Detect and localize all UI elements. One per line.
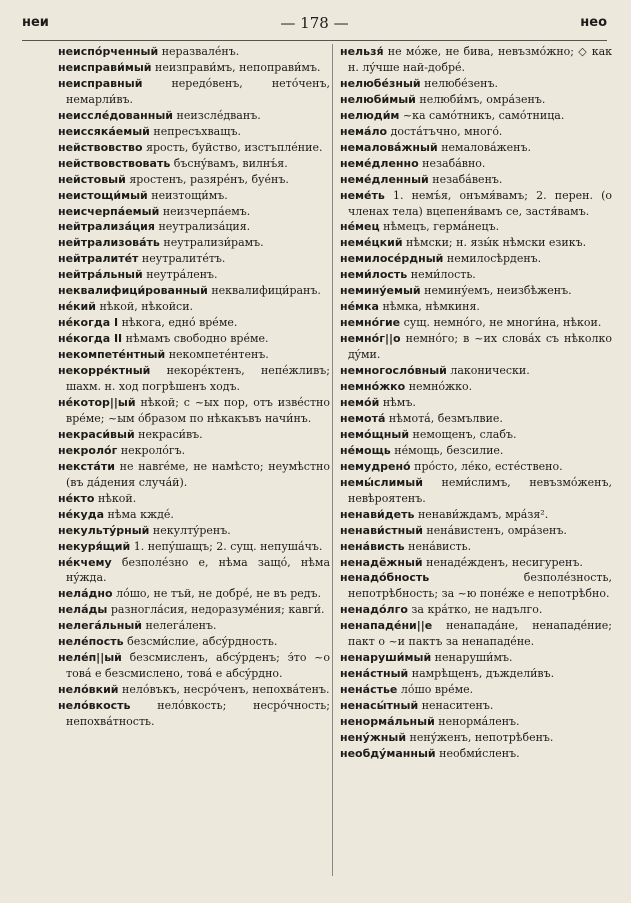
dictionary-entry — [340, 666, 612, 682]
entry-headword: ненави́деть — [340, 507, 415, 521]
dictionary-entry — [340, 267, 612, 283]
entry-headword: некультýрный — [58, 523, 150, 537]
entry-translation: ненормáленъ. — [438, 715, 520, 729]
dictionary-entry — [340, 76, 612, 92]
entry-translation: немощенъ, слабъ. — [412, 427, 517, 441]
entry-headword: неисправный — [58, 76, 143, 90]
dictionary-entry — [58, 602, 330, 618]
dictionary-entry — [58, 395, 330, 427]
entry-headword: нéкогда I — [58, 316, 119, 330]
entry-translation: нѣмски; н. язы́к нѣмски езикъ. — [406, 236, 587, 250]
entry-headword: некстáти — [58, 459, 115, 473]
dictionary-entry — [340, 507, 612, 523]
dictionary-entry — [58, 491, 330, 507]
entry-translation: нелóвъкъ, несрóченъ, непохвáтенъ. — [122, 683, 330, 697]
entry-headword: неквалифици́рованный — [58, 284, 208, 298]
entry-headword: немину́емый — [340, 284, 421, 298]
dictionary-entry — [58, 172, 330, 188]
entry-translation: немилосѣрденъ. — [446, 252, 542, 266]
dictionary-entry — [58, 682, 330, 698]
entry-headword: немáло — [340, 124, 388, 138]
entry-headword: ненýжный — [340, 730, 407, 744]
entry-headword: ненáстье — [340, 683, 398, 697]
header-right-guideword: нео — [580, 15, 607, 30]
entry-translation: необми́сленъ. — [439, 746, 520, 760]
dictionary-entry — [340, 618, 612, 650]
entry-headword: немаловáжный — [340, 140, 438, 154]
entry-headword: нелáды — [58, 603, 108, 617]
entry-headword: немнóгие — [340, 316, 401, 330]
entry-translation: нѣкой; с ~ых пор, отъ извéстно врéме; ~ым óбразом по нѣкакъвъ начи́нъ. — [66, 395, 330, 425]
page-number: — 178 — — [280, 14, 349, 32]
entry-translation: непресъхващъ. — [153, 124, 241, 138]
dictionary-entry — [340, 395, 612, 411]
entry-translation: нѣма кждé. — [107, 507, 174, 521]
dictionary-entry — [340, 363, 612, 379]
entry-translation: ненáвисть. — [408, 539, 472, 553]
dictionary-entry — [58, 219, 330, 235]
entry-headword: некуря́щий — [58, 539, 131, 553]
entry-translation: нелóвкость; несрóчность; непохвáтность. — [66, 699, 330, 729]
dictionary-entry — [58, 555, 330, 587]
entry-headword: нелáдно — [58, 587, 113, 601]
entry-headword: нелюбéзный — [340, 76, 421, 90]
entry-translation: неизчерпáемъ. — [162, 204, 251, 218]
entry-translation: неутрализáция. — [158, 220, 251, 234]
entry-translation: некорéктенъ, непéжливъ; шахм. н. ход погрѣшенъ ходъ. — [66, 364, 330, 394]
dictionary-entry — [340, 443, 612, 459]
header-left-guideword: неи — [22, 15, 49, 30]
entry-translation: намрѣщенъ, дъждели́въ. — [411, 667, 555, 681]
dictionary-entry — [58, 331, 330, 347]
entry-headword: нéкотор||ый — [58, 395, 136, 409]
entry-headword: нелéпость — [58, 635, 124, 649]
entry-translation: немаловáженъ. — [441, 140, 531, 154]
dictionary-entry — [340, 315, 612, 331]
dictionary-entry — [340, 108, 612, 124]
entry-headword: нейстовый — [58, 172, 126, 186]
dictionary-entry — [340, 539, 612, 555]
entry-translation: разноглáсия, недоразумéния; кавги́. — [110, 603, 325, 617]
entry-translation: 1. немъ́я, онъмя́вамъ; 2. перен. (о членах тела) вцепеня́вамъ се, застя́вамъ. — [348, 188, 612, 218]
entry-translation: неквалифици́ранъ. — [211, 284, 321, 298]
entry-headword: неиссякáемый — [58, 124, 150, 138]
dictionary-entry — [58, 108, 330, 124]
dictionary-entry — [58, 427, 330, 443]
dictionary-entry — [58, 283, 330, 299]
entry-headword: нéмец — [340, 220, 380, 234]
entry-translation: нѣмецъ, гермáнецъ. — [383, 220, 500, 234]
entry-headword: ненадёжный — [340, 555, 423, 569]
dictionary-entry — [58, 204, 330, 220]
entry-translation: безполéзно е, нѣма защó, нѣма нýжда. — [66, 555, 330, 585]
entry-headword: неме́ть — [340, 188, 385, 202]
entry-translation: немнóжко. — [408, 380, 473, 394]
entry-translation: безсмисленъ, абсýрденъ; э́то ~о товá е безсмислено, товá е абсýрдно. — [66, 651, 331, 681]
entry-translation: некраси́въ. — [138, 427, 203, 441]
entry-headword: нелюди́м — [340, 108, 400, 122]
page-header — [22, 14, 607, 38]
dictionary-entry — [340, 331, 612, 363]
dictionary-entry — [340, 475, 612, 507]
entry-translation: нелюби́мъ, омрáзенъ. — [419, 92, 546, 106]
entry-translation: неутралитéтъ. — [141, 252, 226, 266]
entry-translation: 1. непýшащъ; 2. сущ. непушáчъ. — [133, 539, 323, 553]
entry-headword: некраси́вый — [58, 427, 135, 441]
entry-headword: немы́слимый — [340, 475, 423, 489]
entry-translation: некултýренъ. — [152, 523, 231, 537]
entry-translation: нелюбéзенъ. — [424, 76, 498, 90]
entry-translation: достáтъчно, многó. — [390, 124, 503, 138]
entry-translation: ненападáне, ненападéние; пакт о ~и пактъ за ненападéне. — [348, 619, 612, 649]
dictionary-entry — [58, 140, 330, 156]
entry-translation: нѣкой. — [97, 491, 137, 505]
dictionary-entry — [58, 650, 330, 682]
entry-headword: немéцкий — [340, 236, 403, 250]
dictionary-entry — [340, 379, 612, 395]
dictionary-entry — [58, 347, 330, 363]
dictionary-entry — [340, 602, 612, 618]
dictionary-entry — [340, 172, 612, 188]
header-rule — [22, 40, 607, 41]
column-divider — [332, 44, 333, 876]
dictionary-entry — [340, 650, 612, 666]
dictionary-entry — [340, 682, 612, 698]
entry-headword: ненадóлго — [340, 603, 408, 617]
entry-headword: неисчерпáемый — [58, 204, 160, 218]
entry-translation: нѣкога, еднó врéме. — [121, 316, 238, 330]
entry-translation: прóсто, лéко, естéствено. — [414, 459, 563, 473]
dictionary-entry — [340, 555, 612, 571]
entry-headword: ненави́стный — [340, 523, 423, 537]
entry-headword: немотá — [340, 411, 386, 425]
entry-headword: нейтрализовáть — [58, 236, 160, 250]
entry-headword: нéкто — [58, 491, 95, 505]
entry-headword: нéмка — [340, 300, 379, 314]
entry-translation: немину́емъ, неизбѣженъ. — [424, 284, 572, 298]
entry-translation: лаконически. — [450, 364, 530, 378]
entry-translation: неизтощи́мъ. — [151, 188, 228, 202]
entry-translation: не мóже, не бива, невъзмóжно; ◇ как н. лýчше най-добрé. — [348, 45, 612, 74]
entry-headword: немéдленно — [340, 156, 419, 170]
dictionary-entry — [340, 746, 612, 762]
entry-translation: нѣмъ. — [382, 395, 416, 409]
entry-translation: незабáвно. — [422, 156, 486, 170]
dictionary-entry — [340, 156, 612, 172]
entry-headword: немногослóвный — [340, 364, 447, 378]
dictionary-entry — [58, 235, 330, 251]
entry-translation: ярость, буйство, изстъплéние. — [146, 140, 323, 154]
entry-headword: нéкогда II — [58, 332, 123, 346]
entry-translation: безсми́слие, абсýрдность. — [127, 635, 278, 649]
dictionary-entry — [58, 443, 330, 459]
entry-headword: ненаруши́мый — [340, 651, 432, 665]
dictionary-entry — [340, 124, 612, 140]
entry-headword: нéмощь — [340, 443, 391, 457]
entry-translation: нередóвенъ, нетóченъ, немарли́въ. — [66, 76, 330, 106]
dictionary-entry — [340, 570, 612, 602]
dictionary-entry — [340, 188, 612, 220]
dictionary-entry — [58, 124, 330, 140]
entry-translation: неми́слимъ, невъзмóженъ, невѣроятенъ. — [348, 475, 612, 505]
entry-translation: яростенъ, разярéнъ, буéнъ. — [129, 172, 289, 186]
right-column — [340, 44, 612, 762]
dictionary-entry — [58, 634, 330, 650]
dictionary-entry — [58, 363, 330, 395]
entry-translation: незабáвенъ. — [432, 172, 503, 186]
entry-headword: нелéп||ый — [58, 651, 122, 665]
entry-translation: лóшо, не тъй, не добрé, не въ редъ. — [116, 587, 322, 601]
dictionary-entry — [58, 507, 330, 523]
dictionary-entry — [340, 235, 612, 251]
dictionary-entry — [58, 76, 330, 108]
entry-translation: некролóгъ. — [120, 443, 186, 457]
dictionary-entry — [340, 283, 612, 299]
entry-translation: неизслéдванъ. — [176, 108, 261, 122]
entry-headword: неисправи́мый — [58, 60, 152, 74]
entry-translation: лóшо врéме. — [400, 683, 474, 697]
entry-headword: немилосéрдный — [340, 252, 444, 266]
entry-translation: ненави́ждамъ, мрáзя². — [417, 507, 549, 521]
entry-translation: немнóго; в ~их словáх съ нѣколко дýми. — [348, 332, 612, 362]
dictionary-entry — [58, 267, 330, 283]
entry-translation: ненáвистенъ, омрáзенъ. — [426, 523, 567, 537]
entry-headword: нéкий — [58, 300, 96, 314]
dictionary-entry — [58, 315, 330, 331]
entry-headword: нéкчему — [58, 555, 112, 569]
entry-headword: немудрено́ — [340, 459, 411, 473]
entry-headword: нелóвкий — [58, 683, 119, 697]
dictionary-entry — [340, 92, 612, 108]
entry-translation: не навréме, не намѣсто; неумѣстно (въ дáдения случáй). — [66, 459, 330, 489]
entry-headword: неми́лость — [340, 268, 408, 282]
dictionary-entry — [58, 459, 330, 491]
dictionary-entry — [58, 523, 330, 539]
entry-translation: безполéзность, непотрѣбность; за ~ю понéже е непотрѣбно. — [348, 571, 612, 601]
entry-headword: нелегáльный — [58, 619, 143, 633]
left-column — [58, 44, 330, 730]
entry-translation: нелегáленъ. — [145, 619, 217, 633]
entry-translation: неизправи́мъ, непоправи́мъ. — [155, 60, 321, 74]
dictionary-entry — [58, 618, 330, 634]
dictionary-entry — [340, 698, 612, 714]
entry-translation: нѣкой, нѣкойси. — [99, 300, 194, 314]
dictionary-entry — [58, 251, 330, 267]
entry-translation: ненаруши́мъ. — [434, 651, 513, 665]
entry-headword: нейтралитéт — [58, 252, 139, 266]
entry-translation: некомпетéнтенъ. — [168, 348, 269, 362]
entry-headword: ненормáльный — [340, 715, 435, 729]
entry-headword: ненападéни||е — [340, 619, 433, 633]
entry-translation: ненадéжденъ, несигуренъ. — [426, 555, 583, 569]
entry-headword: немнóжко — [340, 380, 406, 394]
entry-headword: немнóг||о — [340, 332, 401, 346]
dictionary-entry — [58, 156, 330, 172]
dictionary-entry — [58, 698, 330, 730]
dictionary-entry — [340, 251, 612, 267]
entry-translation: ненаситенъ. — [421, 699, 494, 713]
dictionary-entry — [340, 523, 612, 539]
dictionary-entry — [58, 299, 330, 315]
entry-headword: немóй — [340, 395, 380, 409]
dictionary-entry — [340, 44, 612, 76]
entry-headword: ненáвисть — [340, 539, 405, 553]
entry-translation: сущ. немнóго, не многи́на, нѣкои. — [403, 316, 602, 330]
entry-translation: за крáтко, не надълго. — [411, 603, 543, 617]
dictionary-entry — [58, 44, 330, 60]
entry-headword: нелюби́мый — [340, 92, 416, 106]
dictionary-entry — [58, 586, 330, 602]
dictionary-entry — [340, 427, 612, 443]
entry-translation: ненýженъ, непотрѣбенъ. — [409, 730, 554, 744]
entry-headword: нельзя́ — [340, 45, 384, 58]
entry-headword: нейтрализáция — [58, 220, 155, 234]
dictionary-entry — [340, 219, 612, 235]
entry-translation: бъснýвамъ, вилнъ́я. — [173, 156, 288, 170]
entry-headword: нействовство — [58, 140, 143, 154]
entry-headword: немéдленный — [340, 172, 429, 186]
dictionary-entry — [58, 188, 330, 204]
entry-headword: нéкуда — [58, 507, 105, 521]
entry-headword: некоррéктный — [58, 364, 151, 378]
entry-headword: ненáстный — [340, 667, 409, 681]
entry-translation: неразвалéнъ. — [161, 45, 240, 58]
entry-headword: необдýманный — [340, 746, 436, 760]
entry-headword: неиспóрченный — [58, 45, 159, 58]
entry-headword: ненадóбность — [340, 571, 430, 585]
dictionary-entry — [58, 539, 330, 555]
entry-headword: нейтрáльный — [58, 268, 143, 282]
dictionary-entry — [340, 459, 612, 475]
dictionary-entry — [340, 730, 612, 746]
entry-headword: некомпетéнтный — [58, 348, 166, 362]
dictionary-entry — [340, 299, 612, 315]
entry-translation: неутрализи́рамъ. — [163, 236, 264, 250]
entry-headword: неисслéдованный — [58, 108, 174, 122]
dictionary-entry — [340, 411, 612, 427]
entry-translation: нѣмка, нѣмкиня. — [382, 300, 480, 314]
entry-headword: неистощи́мый — [58, 188, 148, 202]
dictionary-entry — [340, 714, 612, 730]
entry-translation: неутрáленъ. — [146, 268, 218, 282]
entry-headword: нелóвкость — [58, 699, 131, 713]
entry-headword: немóщный — [340, 427, 410, 441]
entry-headword: ненасы́тный — [340, 699, 419, 713]
entry-headword: нействовствовать — [58, 156, 171, 170]
entry-translation: неми́лость. — [410, 268, 476, 282]
entry-translation: ~ка самóтникъ, самóтница. — [402, 108, 565, 122]
entry-translation: нéмощь, безсилие. — [394, 443, 504, 457]
dictionary-entry — [58, 60, 330, 76]
dictionary-entry — [340, 140, 612, 156]
entry-headword: некролóг — [58, 443, 118, 457]
entry-translation: нѣмотá, безмълвие. — [388, 411, 503, 425]
entry-translation: нѣмамъ свободно врéме. — [125, 332, 269, 346]
